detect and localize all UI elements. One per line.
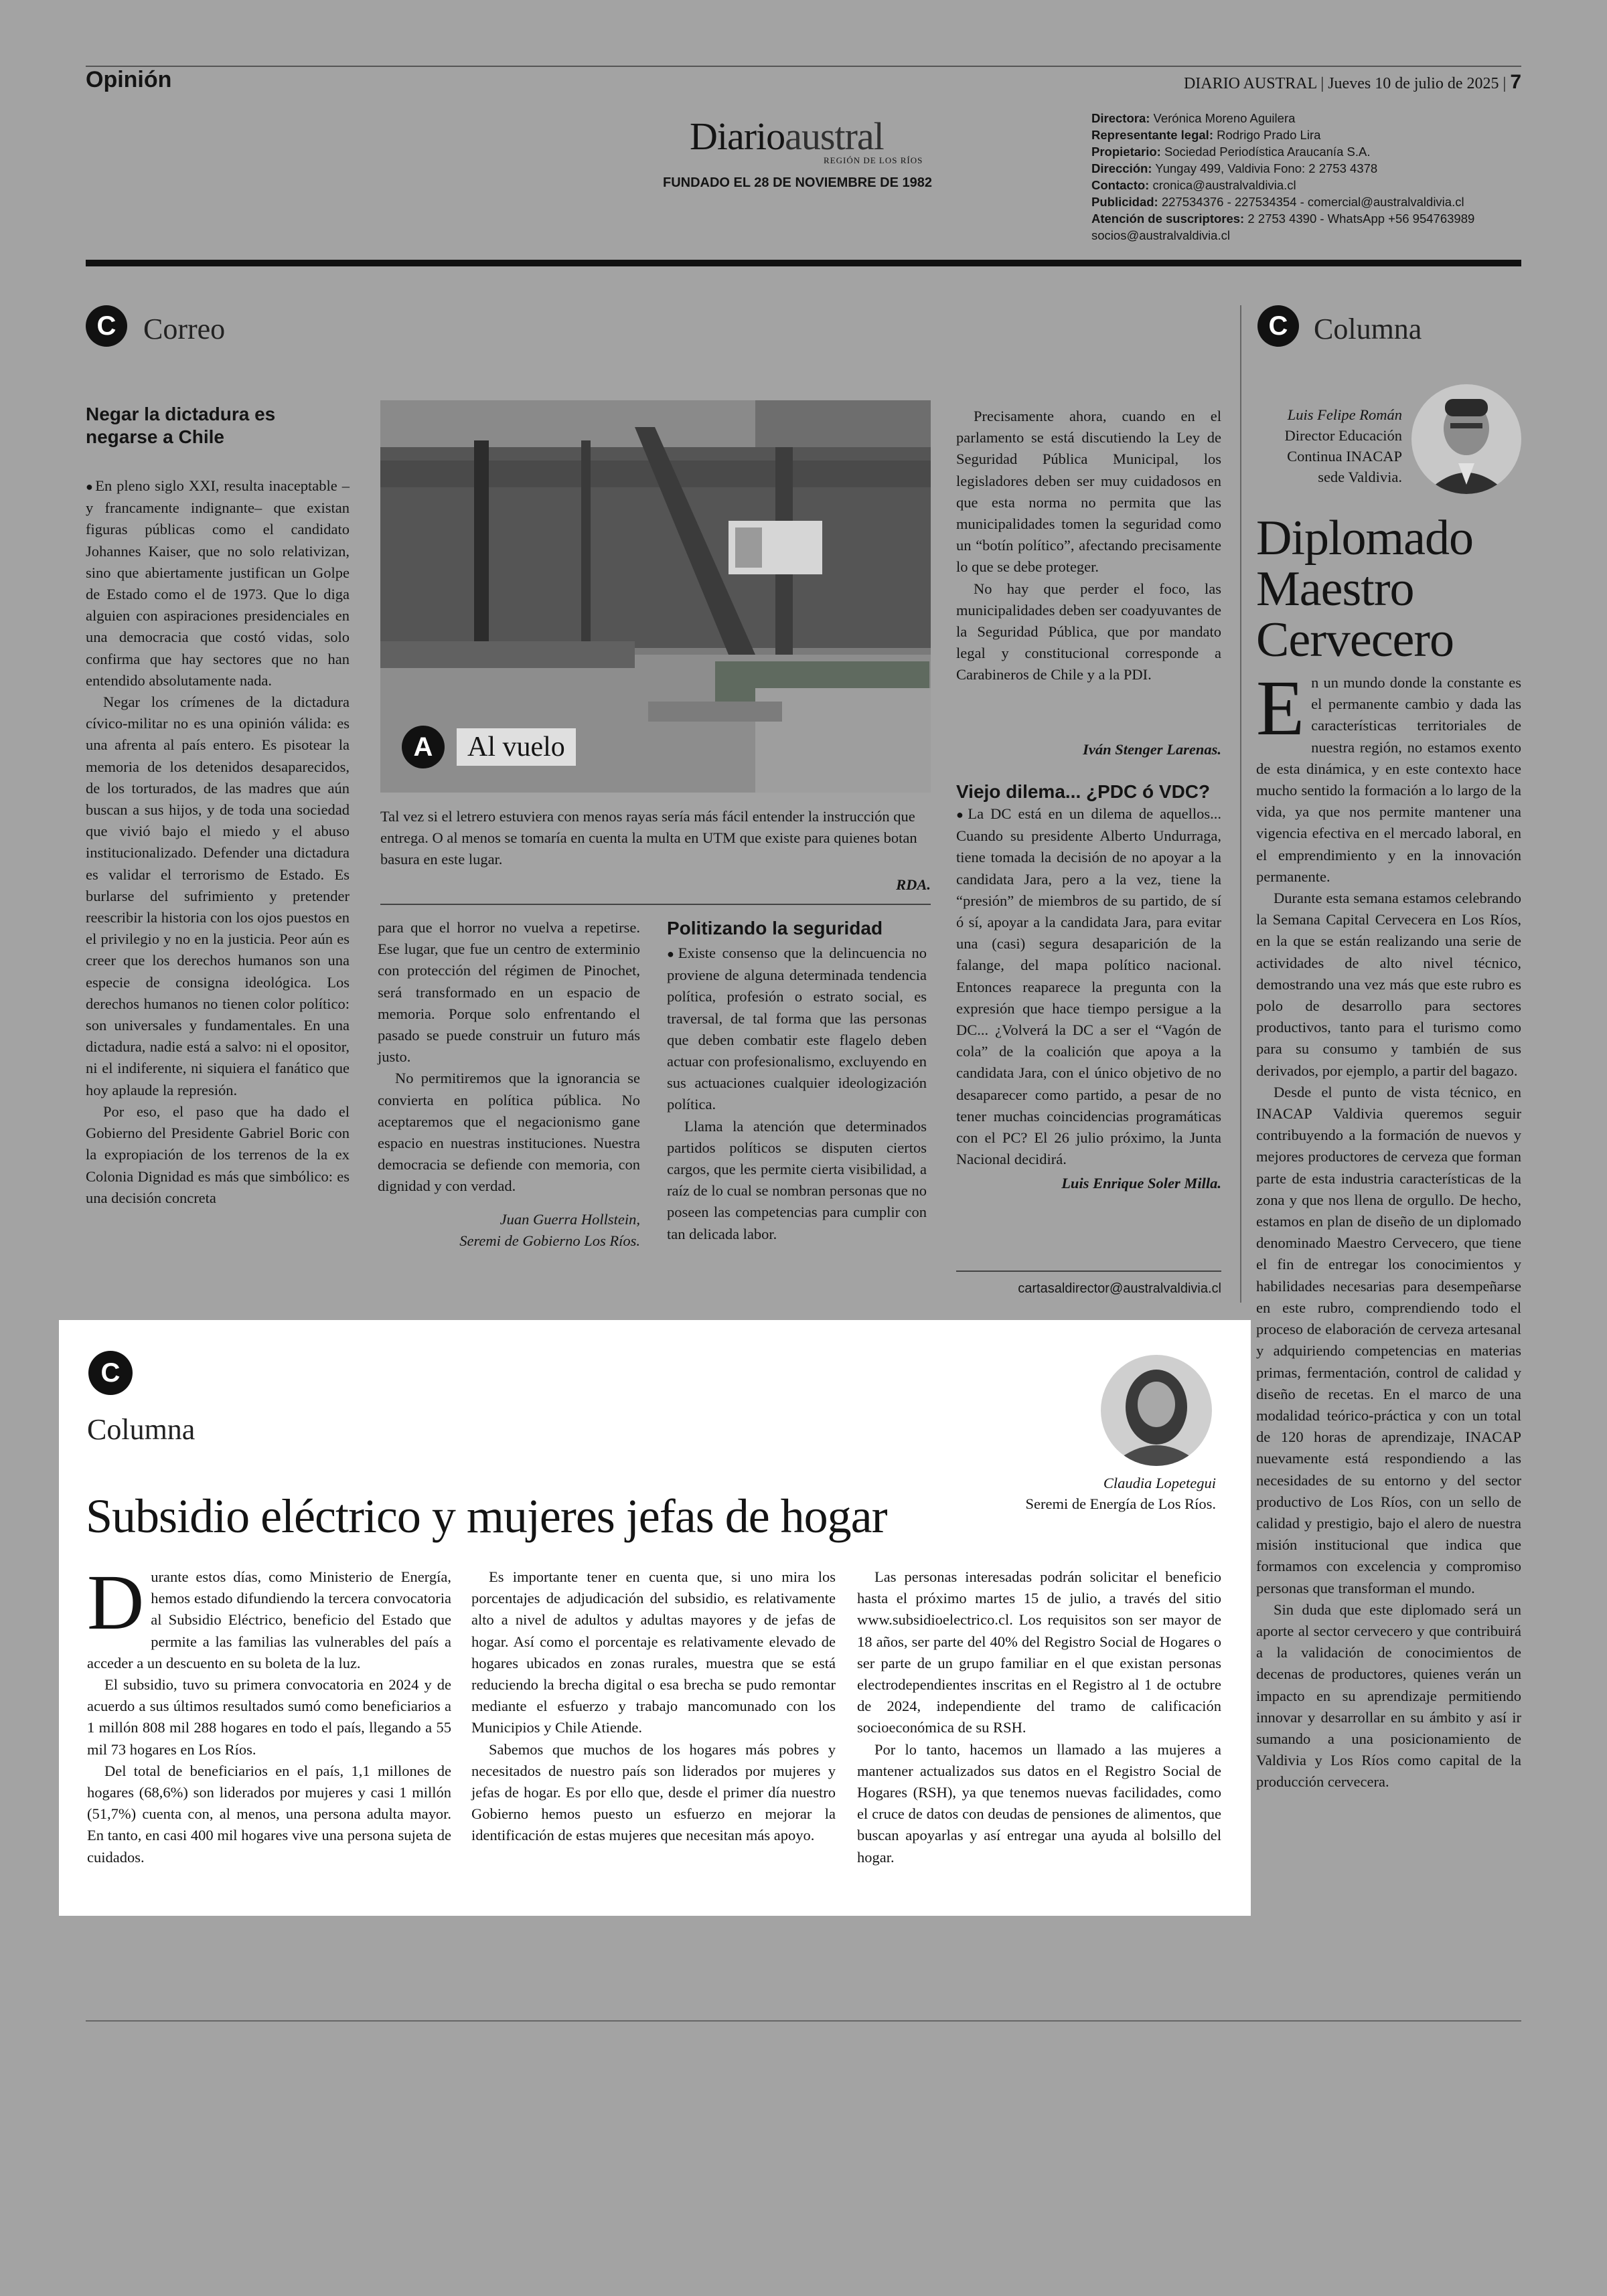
paragraph: ● Existe consenso que la delincuencia no proviene de alguna determinada tendencia política, profesión o estrato social, es traversal, de tal forma que las personas que deben combatir este flagelo deben actuar con profesionalismo, excluyendo en sus actuaciones cualquier ideologización política. — [667, 942, 927, 1116]
column-divider — [1240, 305, 1241, 1303]
letter-body — [667, 942, 927, 1245]
paragraph: En un mundo donde la constante es el permanente cambio y dada las características territoriales de nuestra región, no estamos exento de esta dinámica, y en este contexto hace mucho sentido la formación a lo largo de la vida, ya que nos permite mantener una vigencia efectiva en el mercado laboral, en el emprendimiento y en la innovación permanente. — [1256, 664, 1521, 885]
letter-seguridad-cont — [956, 406, 1221, 686]
letter-headline: Viejo dilema... ¿PDC ó VDC? — [956, 781, 1211, 802]
columna-right-body — [1256, 664, 1521, 1793]
letter-body — [956, 803, 1221, 1170]
columna-right-title: Columna — [1314, 313, 1422, 345]
paragraph: Las personas interesadas podrán solicitar el beneficio hasta el próximo martes 15 de julio, a través del sitio www.subsidioelectrico.cl. Los requisitos son ser mayor de 18 años, ser parte del 40% del Registro Social de Hogares o ser parte de un grupo familiar en el que existan personas electrodependientes inscritas en el Registro al 1 de octubre de 2024, independiente del tramo de calificación socioeconómica de su RSH. — [857, 1568, 1221, 1736]
author-photo-roman — [1411, 384, 1521, 494]
paragraph: No hay que perder el foco, las municipalidades deben ser coadyuvantes de la Seguridad Pública, que por mandato legal y constitucional corresponde a Carabineros de Chile y a la PDI. — [956, 580, 1221, 683]
letter-pdc-signature: Luis Enrique Soler Milla. — [1061, 1175, 1221, 1192]
staff-line: Contacto: cronica@australvaldivia.cl — [1091, 178, 1296, 192]
al-vuelo-badge — [402, 723, 576, 771]
dropcap: D — [87, 1558, 145, 1646]
staff-line: Publicidad: 227534376 - 227534354 - comercial@australvaldivia.cl — [1091, 195, 1464, 209]
columna-right-author: Luis Felipe Román Director Educación Continua INACAP sede Valdivia. — [1284, 406, 1402, 485]
columna-right-mark: C — [1257, 305, 1299, 347]
letter-dictadura — [86, 403, 350, 1209]
letter-seguridad-signature: Iván Stenger Larenas. — [1083, 741, 1221, 758]
paragraph: Durante esta semana estamos celebrando la Semana Capital Cervecera en Los Ríos, en la que se están realizando una serie de actividades de alto nivel técnico, demostrando una vez más que este rubro es polo de desarrollo para sectores productivos, tanto para el turismo como para su consumo y también de sus derivados, por ejemplo, a partir del bagazo. — [1256, 890, 1521, 1079]
paragraph: Desde el punto de vista técnico, en INACAP Valdivia queremos seguir contribuyendo a la formación de nuevos y mejores productores de cerveza que forman parte de esta industria características de la zona y que nos llena de orgullo. De hecho, estamos en plan de diseño de un diplomado denominado Maestro Cervecero, que tiene el fin de entregar los conocimientos y habilidades necesarias para desempeñarse en este rubro, comprendiendo todo el proceso de elaboración de cerveza artesanal y adquiriendo competencias en materias primas, fermentación, control de calidad y diseño de recetas. En el marco de una modalidad teórico-práctica y con un total de 120 horas de aprendizaje, INACAP nuevamente está respondiendo a las necesidades de su entorno y del sector productivo de Los Ríos, con un sello de calidad y prestigio, bajo el alero de nuestra misión institucional que indica que formamos con excelencia y compromiso personas que transforman el mundo. — [1256, 1083, 1521, 1596]
letter-dictadura-cont — [378, 917, 640, 1198]
letter-headline: Negar la dictadura es negarse a Chile — [86, 404, 276, 447]
masthead-logo: Diarioaustral — [690, 114, 884, 158]
staff-line: Dirección: Yungay 499, Valdivia Fono: 2 2753 4378 — [1091, 161, 1378, 175]
paragraph: Sin duda que este diplomado será un aporte al sector cervecero y que contribuirá a la validación de conocimientos de decenas de productores, quienes verán un impacto en su aprendizaje permitiendo innovar y desarrollar en su ámbito y así ir sumando a una posicionamiento de Valdivia y Los Ríos como capital de la producción cervecera. — [1256, 1601, 1521, 1791]
photo-credit: RDA. — [896, 876, 931, 893]
paragraph: Es importante tener en cuenta que, si uno mira los porcentajes de adjudicación del subsidio, es relativamente alto a nivel de adultos y adultas mayores y de jefas de hogar. Así como el porcentaje es relativamente elevado de hogares ubicados en zonas rurales, muestra que se está reduciendo la brecha digital o esa brecha se pudo remontar mediante el esfuerzo y trabajo mancomunado con los Municipios y Chile Atiende. — [471, 1568, 836, 1736]
paragraph: ● La DC está en un dilema de aquellos... Cuando su presidente Alberto Undurraga, tiene tomada la decisión de no apoyar a la candidata Jara, pero a la vez, tiene la “presión” de miembros de su partido, de sí ó sí, apoyar a la candidata Jara, para evitar una (casi) segura desaparición de la falange, del mapa político nacional. Entonces reaparece la pregunta con la expresión que hace tiempo persigue a la DC... ¿Volverá la DC a ser el “Vagón de cola” de la coalición que apoya a la candidata Jara, con el único objetivo de no desaparecer como partido, a pesar de no tener muchas coincidencias programáticas con el PC? El 26 julio próximo, la Junta Nacional decidirá. — [956, 803, 1221, 1170]
al-vuelo-mark: A — [402, 726, 445, 768]
paragraph: Llama la atención que determinados partidos políticos se disputen ciertos cargos, que les permite cierta visibilidad, a raíz de lo cual se nombran personas que no poseen las competencias para cumplir con tan delicada labor. — [667, 1117, 927, 1242]
letter-pdc — [956, 781, 1221, 1194]
paragraph: Durante estos días, como Ministerio de Energía, hemos estado difundiendo la tercera convocatoria al Subsidio Eléctrico, beneficio del Estado que permite a las familias las vulnerables del país a acceder a un descuento en su boleta de la luz. — [87, 1558, 451, 1671]
letter-headline: Politizando la seguridad — [667, 918, 883, 938]
correo-section-mark: C — [86, 305, 127, 347]
email-rule — [956, 1270, 1221, 1272]
columna-bottom-col3 — [857, 1566, 1221, 1868]
staff-box — [1091, 110, 1474, 244]
paragraph: Del total de beneficiarios en el país, 1,1 millones de hogares (68,6%) son liderados por mujeres y casi 1 millón (51,7%) cuenta con, al menos, una persona adulta mayor. En tanto, en casi 400 mil hogares vive una persona sujeta de cuidados. — [87, 1762, 451, 1866]
paragraph: El subsidio, tuvo su primera convocatoria en 2024 y de acuerdo a sus últimos resultados sumó como beneficiarios a 1 millón 808 mil 288 hogares en todo el país, llegando a 55 mil 73 hogares en Los Ríos. — [87, 1676, 451, 1758]
founded-line: FUNDADO EL 28 DE NOVIEMBRE DE 1982 — [663, 175, 932, 190]
page-number: 7 — [1510, 71, 1521, 93]
columna-bottom-headline: Subsidio eléctrico y mujeres jefas de hogar — [86, 1489, 887, 1543]
paragraph: para que el horror no vuelva a repetirse. Ese lugar, que fue un centro de exterminio con protección del régimen de Pinochet, será transformado en un espacio de memoria. Porque solo enfrentando el pasado se puede construir un futuro más justo. — [378, 919, 640, 1066]
columna-bottom-author: Claudia Lopetegui Seremi de Energía de Los Ríos. — [1025, 1475, 1216, 1512]
staff-line: Atención de suscriptores: 2 2753 4390 - WhatsApp +56 954763989 — [1091, 212, 1475, 226]
columna-bottom-title: Columna — [87, 1413, 196, 1446]
caption-rule — [380, 904, 931, 905]
staff-line: Representante legal: Rodrigo Prado Lira — [1091, 128, 1321, 142]
letters-email: cartasaldirector@australvaldivia.cl — [1018, 1281, 1221, 1296]
columna-bottom-col1 — [87, 1558, 451, 1868]
columna-bottom-mark: C — [88, 1351, 133, 1395]
correo-section-title: Correo — [143, 313, 226, 345]
author-photo-lopetegui — [1101, 1355, 1212, 1466]
paragraph: Por eso, el paso que ha dado el Gobierno del Presidente Gabriel Boric con la expropiación de los terrenos de la ex Colonia Dignidad es más que simbólico: es una decisión concreta — [86, 1102, 350, 1206]
columna-right-headline: Diplomado Maestro Cervecero — [1256, 511, 1473, 667]
al-vuelo-label: Al vuelo — [457, 728, 576, 766]
letter-dictadura-signature: Juan Guerra Hollstein, Seremi de Gobierno Los Ríos. — [459, 1211, 640, 1249]
section-label: Opinión — [86, 67, 172, 92]
letter-body — [86, 475, 350, 1209]
letter-seguridad — [667, 917, 927, 1245]
paragraph: Precisamente ahora, cuando en el parlamento se está discutiendo la Ley de Seguridad Pública Municipal, los legisladores deben ser muy cuidadosos en que esta norma no permita que las municipalidades tomen la seguridad como un “botín político”, afectando precisamente lo que se debe proteger. — [956, 408, 1221, 576]
bottom-rule — [86, 2020, 1521, 2022]
folio: DIARIO AUSTRAL | Jueves 10 de julio de 2025 | 7 — [1183, 71, 1521, 93]
paragraph: ● En pleno siglo XXI, resulta inaceptable –y francamente indignante– que existan figuras públicas como el candidato Johannes Kaiser, que no solo relativizan, sino que abiertamente justifican un Golpe de Estado como el de 1973. Que lo diga alguien con aspiraciones presidenciales en una democracia que costó vidas, solo confirma que hay sectores que no han entendido absolutamente nada. — [86, 475, 350, 691]
photo-caption: Tal vez si el letrero estuviera con menos rayas sería más fácil entender la instrucción que entrega. O al menos se tomaría en cuenta la multa en UTM que existe para quienes botan basura en este lugar. — [380, 808, 917, 868]
masthead-region: REGIÓN DE LOS RÍOS — [824, 155, 923, 165]
columna-bottom-col2 — [471, 1566, 836, 1847]
paragraph: Sabemos que muchos de los hogares más pobres y necesitados de nuestro país son liderados por mujeres y jefas de hogar. Es por ello que, desde el primer día nuestro Gobierno hemos puesto un esfuerzo en mejorar la identificación de estas mujeres que necesitan más apoyo. — [471, 1740, 836, 1844]
dropcap: E — [1256, 664, 1305, 752]
paper-name: DIARIO AUSTRAL — [1183, 75, 1317, 92]
staff-line: Directora: Verónica Moreno Aguilera — [1091, 111, 1296, 125]
staff-line: Propietario: Sociedad Periodística Araucanía S.A. — [1091, 145, 1371, 159]
masthead-thick-rule — [86, 260, 1521, 266]
top-rule — [86, 66, 1521, 67]
paragraph: Negar los crímenes de la dictadura cívico-militar no es una opinión válida: es una afrenta al país entero. Es pisotear la memoria de los detenidos desaparecidos, de los torturados, de las madres que aún buscan a sus hijos, y de toda una sociedad que vivió bajo el miedo y el abuso institucionalizado. Defender una dictadura es validar el terrorismo de Estado. Es burlarse del sufrimiento y pretender reescribir la historia con los ojos puestos en el privilegio y no en la justicia. Peor aún es creer que los derechos humanos son una especie de consigna ideológica. Los derechos humanos no tienen color político: son universales y fundamentales. En una dictadura, nadie está a salvo: ni el opositor, ni el indiferente, ni siquiera el fanático que hoy aplaude la represión. — [86, 693, 350, 1098]
staff-line: socios@australvaldivia.cl — [1091, 228, 1230, 242]
paragraph: Por lo tanto, hacemos un llamado a las mujeres a mantener actualizados sus datos en el Registro Social de Hogares (RSH), ya que tenemos nuevas facilidades, como el cruce de datos con deudas de pensiones de alimentos, que buscan apoyarlas y así entregar una ayuda al bolsillo del hogar. — [857, 1740, 1221, 1866]
issue-date: Jueves 10 de julio de 2025 — [1328, 75, 1499, 92]
paragraph: No permitiremos que la ignorancia se convierta en política pública. No aceptaremos que el negacionismo gane espacio en nuestras instituciones. Nuestra democracia se defiende con memoria, con dignidad y con verdad. — [378, 1070, 640, 1195]
